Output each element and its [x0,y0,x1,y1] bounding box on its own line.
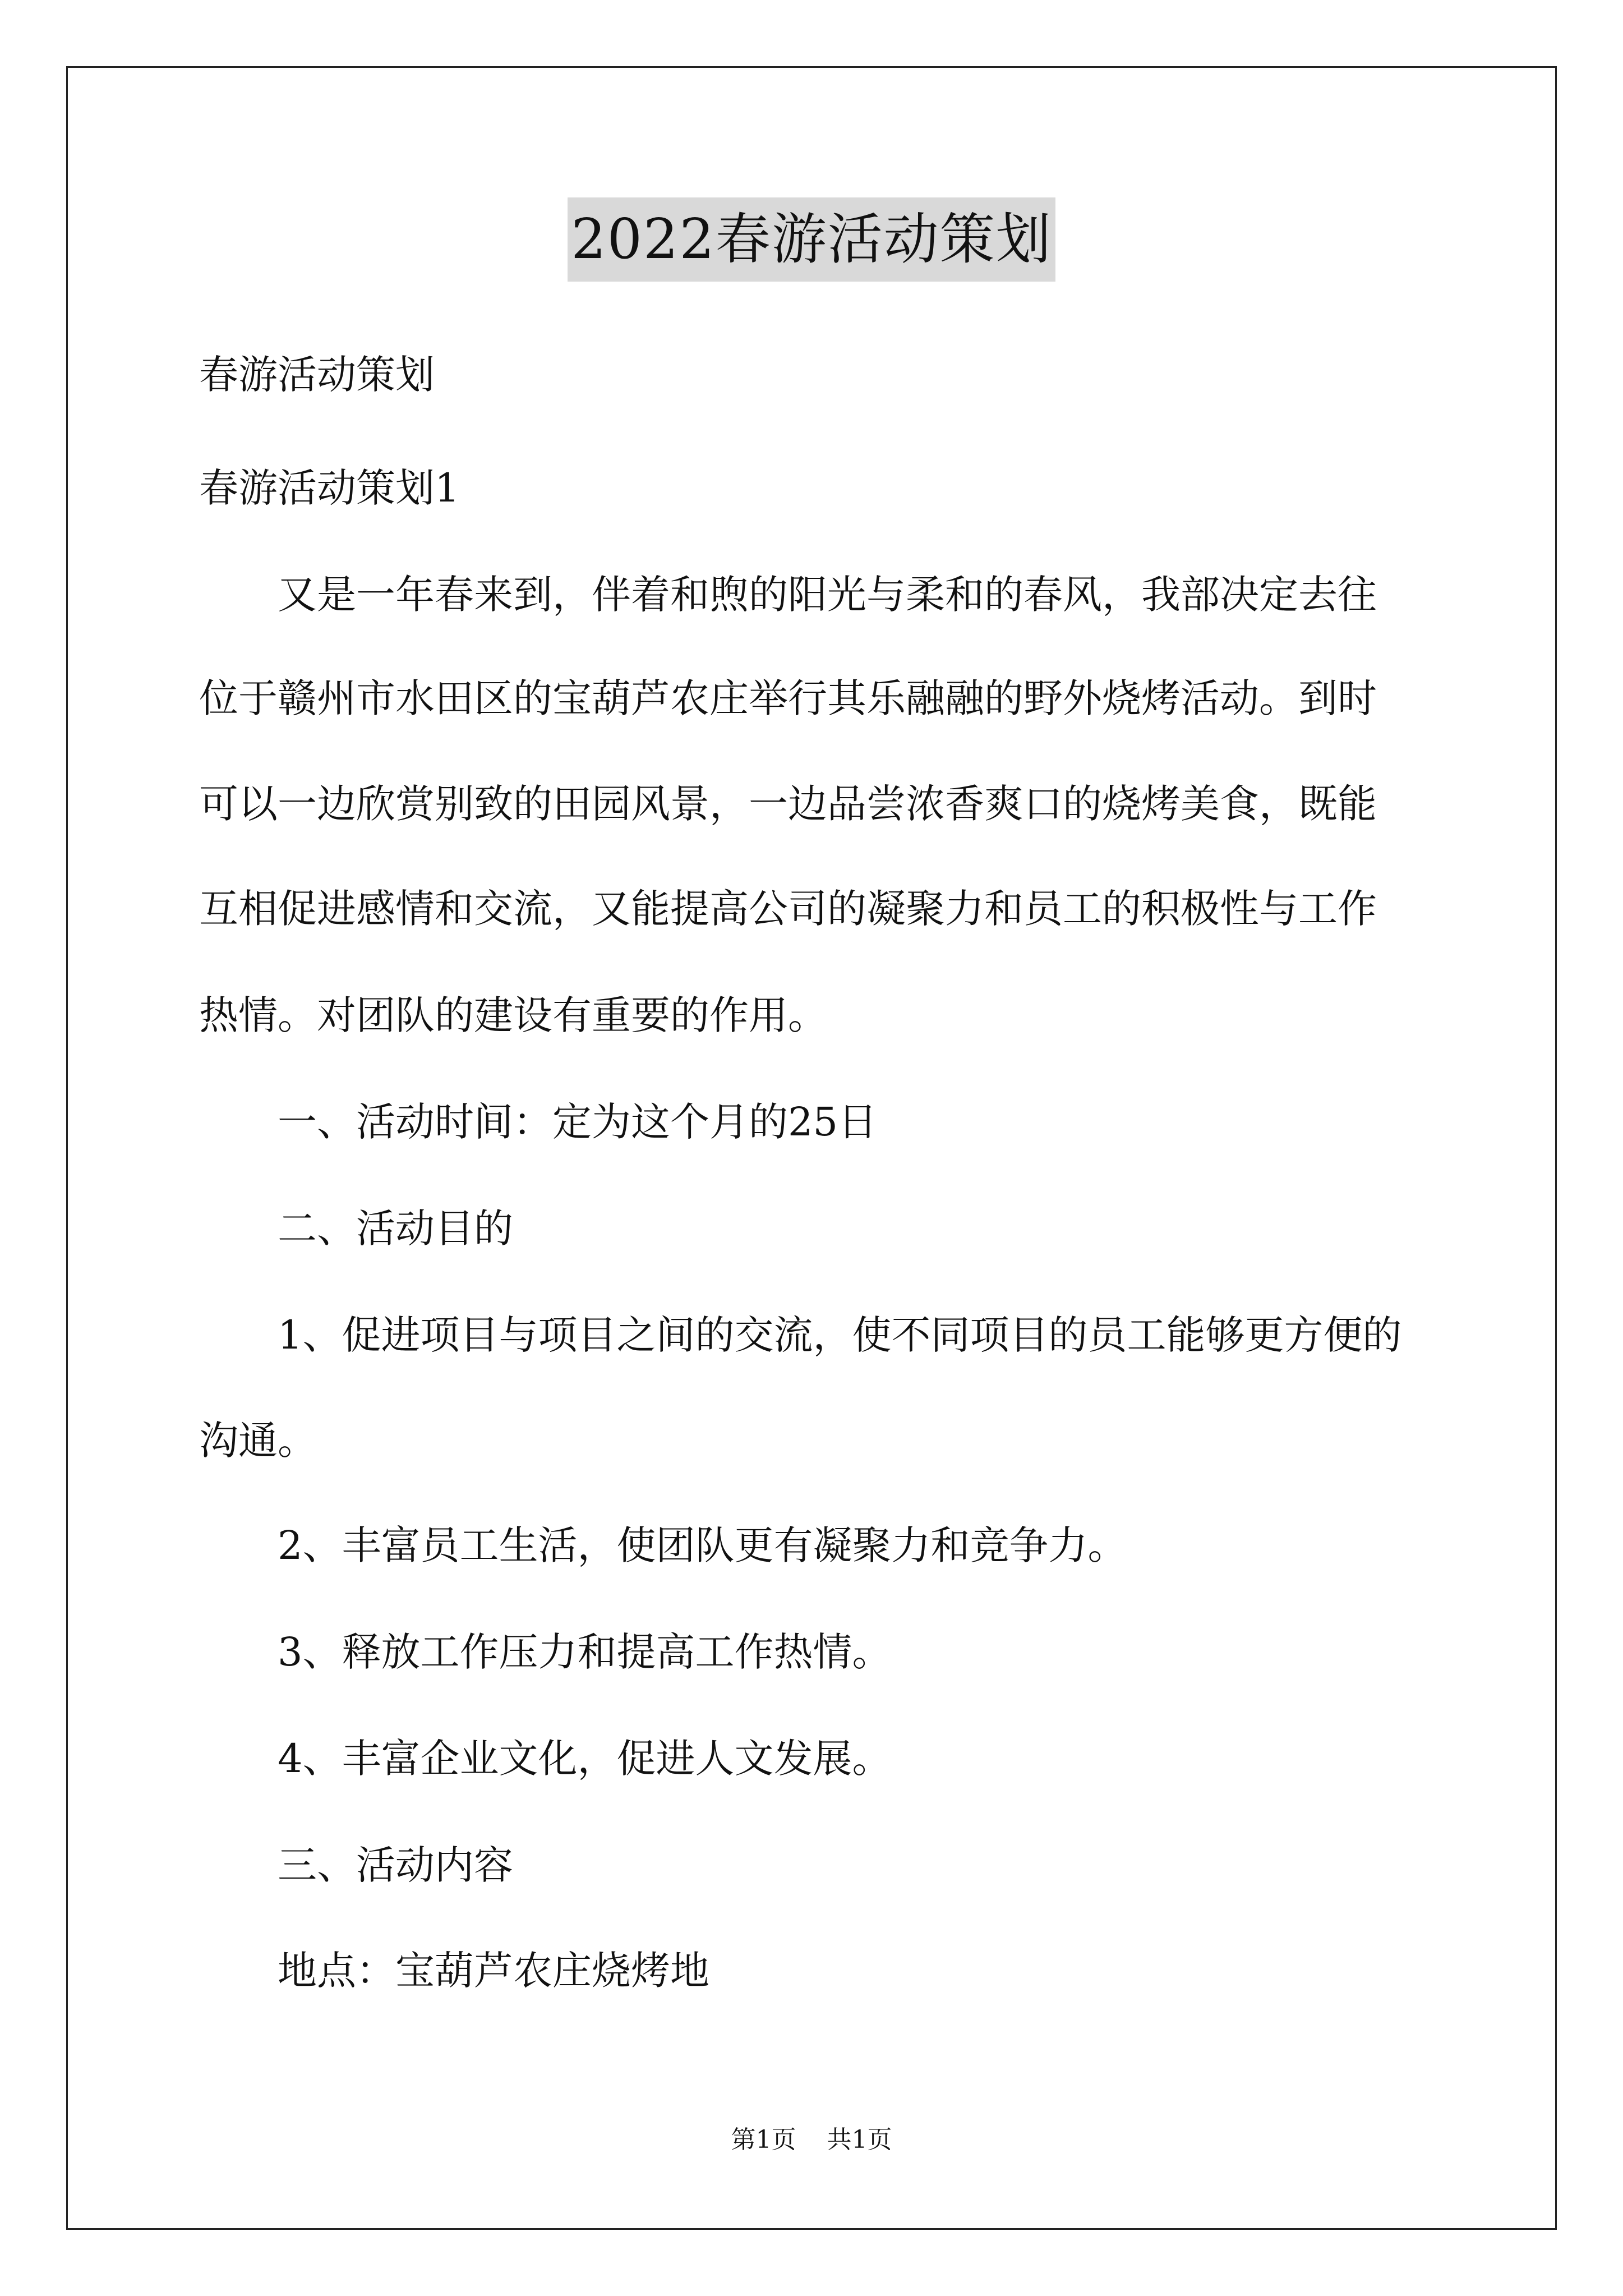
page-number: 第1页 [731,2125,796,2154]
paragraph-line: 又是一年春来到，伴着和煦的阳光与柔和的春风，我部决定去往 [278,572,1377,618]
page-footer [0,2123,1623,2157]
paragraph-line: 热情。对团队的建设有重要的作用。 [199,992,827,1038]
paragraph-line: 可以一边欣赏别致的田园风景，一边品尝浓香爽口的烧烤美食，既能 [199,781,1377,827]
paragraph-line: 互相促进感情和交流，又能提高公司的凝聚力和员工的积极性与工作 [199,886,1377,932]
section-purpose: 二、活动目的 [278,1205,513,1251]
section-content: 三、活动内容 [278,1842,513,1888]
title-container [0,197,1623,282]
page-total: 共1页 [827,2125,892,2154]
purpose-item-3: 3、释放工作压力和提高工作热情。 [278,1629,892,1675]
heading-2: 春游活动策划1 [199,465,460,511]
purpose-item-4: 4、丰富企业文化，促进人文发展。 [278,1736,892,1782]
purpose-item-2: 2、丰富员工生活，使团队更有凝聚力和竞争力。 [278,1522,1127,1568]
document-title: 2022春游活动策划 [568,197,1055,282]
paragraph-line: 位于赣州市水田区的宝葫芦农庄举行其乐融融的野外烧烤活动。到时 [199,675,1377,721]
heading-1: 春游活动策划 [199,352,435,398]
purpose-item-1: 1、促进项目与项目之间的交流，使不同项目的员工能够更方便的 [278,1312,1402,1358]
section-time: 一、活动时间：定为这个月的25日 [278,1099,878,1145]
activity-location: 地点：宝葫芦农庄烧烤地 [278,1948,709,1994]
purpose-item-1-continued: 沟通。 [199,1418,317,1464]
